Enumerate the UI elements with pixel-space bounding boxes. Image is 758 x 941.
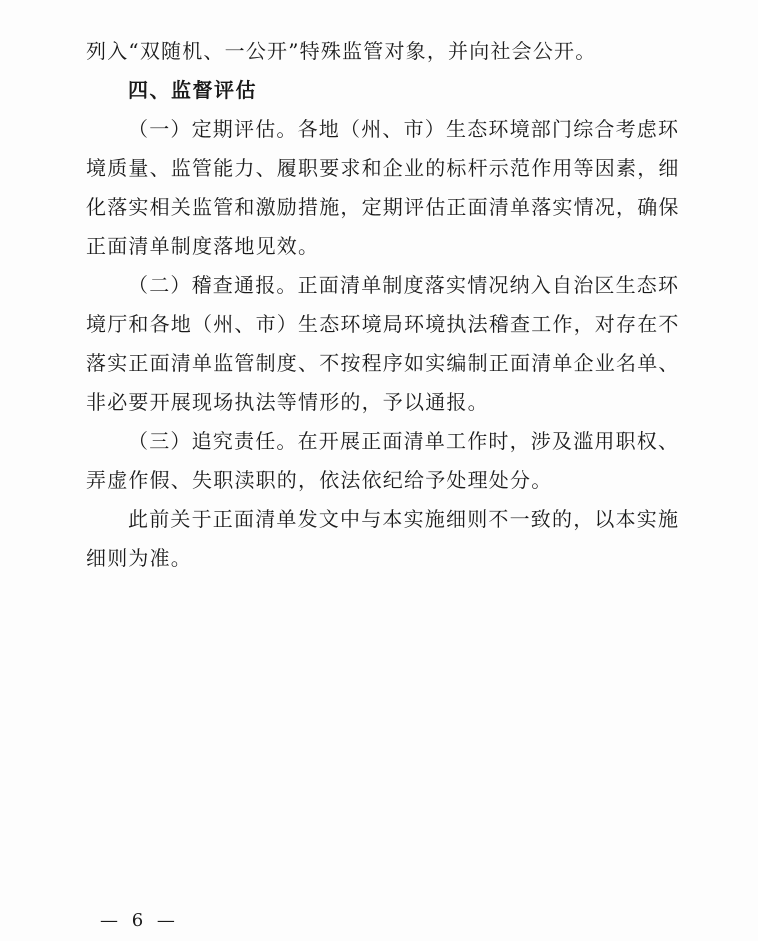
paragraph-line: 正面清单制度落地见效。	[86, 234, 320, 258]
paragraph-line: 化落实相关监管和激励措施，定期评估正面清单落实情况，确保	[86, 195, 680, 219]
paragraph-line: 列入“双随机、一公开”特殊监管对象，并向社会公开。	[86, 39, 597, 63]
paragraph-line: 弄虚作假、失职渎职的，依法依纪给予处理处分。	[86, 468, 553, 492]
paragraph-line: （一）定期评估。各地（州、市）生态环境部门综合考虑环	[128, 117, 680, 141]
paragraph-line: （三）追究责任。在开展正面清单工作时，涉及滥用职权、	[128, 429, 680, 453]
paragraph-line: 细则为准。	[86, 546, 192, 570]
section-heading: 四、监督评估	[128, 78, 257, 102]
paragraph-line: 落实正面清单监管制度、不按程序如实编制正面清单企业名单、	[86, 351, 680, 375]
paragraph-line: 非必要开展现场执法等情形的，予以通报。	[86, 390, 489, 414]
paragraph-line: 境厅和各地（州、市）生态环境局环境执法稽查工作，对存在不	[86, 312, 680, 336]
page-number: — 6 —	[100, 910, 179, 931]
paragraph-line: 境质量、监管能力、履职要求和企业的标杆示范作用等因素，细	[86, 156, 680, 180]
paragraph-line: （二）稽查通报。正面清单制度落实情况纳入自治区生态环	[128, 273, 680, 297]
paragraph-line: 此前关于正面清单发文中与本实施细则不一致的，以本实施	[128, 507, 680, 531]
